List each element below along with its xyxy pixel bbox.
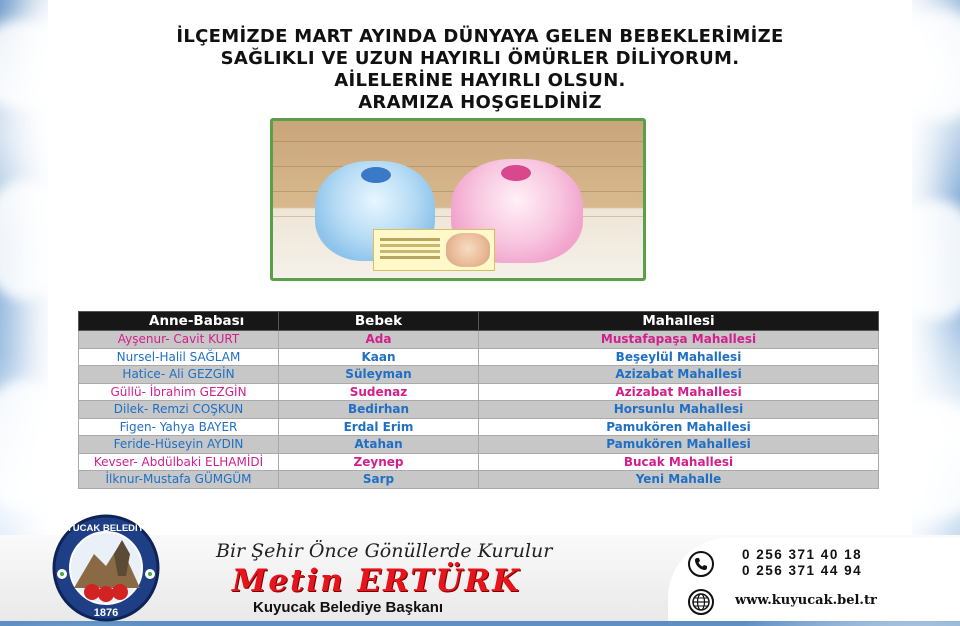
parents-cell: Nursel-Halil SAĞLAM	[79, 348, 279, 366]
parents-cell: Dilek- Remzi COŞKUN	[79, 401, 279, 419]
pink-ribbon	[501, 165, 531, 181]
globe-icon	[688, 589, 714, 615]
parents-cell: Kevser- Abdülbaki ELHAMİDİ	[79, 453, 279, 471]
phone-number-1[interactable]: 0 256 371 40 18	[742, 547, 863, 562]
announcement-heading	[60, 26, 900, 114]
babies-table	[78, 311, 879, 489]
table-row	[79, 471, 879, 489]
table-header-row	[79, 312, 879, 331]
phone-icon	[688, 551, 714, 577]
column-header-baby: Bebek	[279, 312, 479, 331]
table-row	[79, 366, 879, 384]
district-cell: Pamukören Mahallesi	[479, 418, 879, 436]
blue-ribbon	[361, 167, 391, 183]
baby-cell: Süleyman	[279, 366, 479, 384]
table-row	[79, 418, 879, 436]
baby-cell: Zeynep	[279, 453, 479, 471]
baby-cell: Erdal Erim	[279, 418, 479, 436]
slogan: Bir Şehir Önce Gönüllerde Kurulur	[216, 540, 553, 562]
district-cell: Azizabat Mahallesi	[479, 366, 879, 384]
heading-line-2: SAĞLIKLI VE UZUN HAYIRLI ÖMÜRLER DİLİYORUM.	[220, 48, 740, 69]
table-row	[79, 453, 879, 471]
parents-cell: İlknur-Mustafa GÜMGÜM	[79, 471, 279, 489]
district-cell: Yeni Mahalle	[479, 471, 879, 489]
district-cell: Horsunlu Mahallesi	[479, 401, 879, 419]
heading-line-4: ARAMIZA HOŞGELDİNİZ	[358, 92, 602, 113]
district-cell: Pamukören Mahallesi	[479, 436, 879, 454]
column-header-parents: Anne-Babası	[79, 312, 279, 331]
parents-cell: Ayşenur- Cavit KURT	[79, 331, 279, 349]
website-link[interactable]: www.kuyucak.bel.tr	[735, 593, 877, 608]
parents-cell: Hatice- Ali GEZGİN	[79, 366, 279, 384]
baby-cell: Kaan	[279, 348, 479, 366]
table-row	[79, 401, 879, 419]
baby-cell: Sarp	[279, 471, 479, 489]
table-row	[79, 348, 879, 366]
greeting-card	[373, 229, 495, 271]
column-header-district: Mahallesi	[479, 312, 879, 331]
municipality-logo	[22, 510, 190, 622]
gift-baskets-photo	[270, 118, 646, 281]
district-cell: Azizabat Mahallesi	[479, 383, 879, 401]
baby-photo	[446, 233, 490, 267]
baby-cell: Bedirhan	[279, 401, 479, 419]
parents-cell: Güllü- İbrahim GEZGİN	[79, 383, 279, 401]
logo-name: KUYUCAK BELEDİYESİ	[52, 523, 160, 534]
parents-cell: Feride-Hüseyin AYDIN	[79, 436, 279, 454]
baby-cell: Atahan	[279, 436, 479, 454]
phone-number-2[interactable]: 0 256 371 44 94	[742, 563, 863, 578]
heading-line-3: AİLELERİNE HAYIRLI OLSUN.	[334, 70, 626, 91]
parents-cell: Figen- Yahya BAYER	[79, 418, 279, 436]
heading-line-1: İLÇEMİZDE MART AYINDA DÜNYAYA GELEN BEBEKLERİMİZE	[176, 26, 784, 47]
baby-cell: Ada	[279, 331, 479, 349]
district-cell: Bucak Mahallesi	[479, 453, 879, 471]
logo-year: 1876	[93, 607, 119, 619]
table-row	[79, 383, 879, 401]
mayor-title: Kuyucak Belediye Başkanı	[253, 599, 444, 616]
district-cell: Mustafapaşa Mahallesi	[479, 331, 879, 349]
baby-cell: Sudenaz	[279, 383, 479, 401]
mayor-name: Metin ERTÜRK	[232, 563, 522, 599]
district-cell: Beşeylül Mahallesi	[479, 348, 879, 366]
table-row	[79, 436, 879, 454]
table-row	[79, 331, 879, 349]
